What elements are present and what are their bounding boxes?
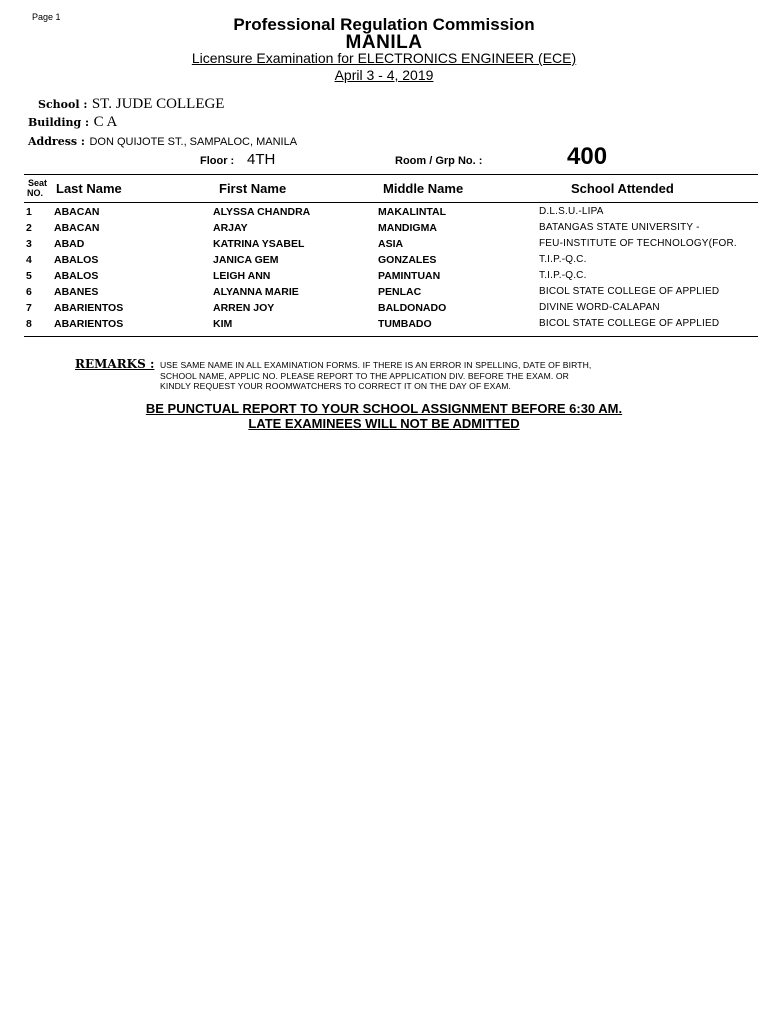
address-label: Address : (28, 135, 85, 148)
middle-name: TUMBADO (378, 318, 432, 330)
middle-name: PAMINTUAN (378, 270, 441, 282)
seat-number: 5 (26, 270, 32, 282)
seat-header (27, 178, 47, 198)
table-row (0, 302, 768, 318)
first-name: KIM (213, 318, 233, 330)
school-attended: BICOL STATE COLLEGE OF APPLIED (539, 286, 720, 297)
first-name: LEIGH ANN (213, 270, 271, 282)
seat-number: 3 (26, 238, 32, 250)
middle-name: BALDONADO (378, 302, 447, 314)
last-name: ABANES (54, 286, 99, 298)
table-row (0, 318, 768, 334)
remarks-text (160, 360, 680, 392)
first-name: ARJAY (213, 222, 248, 234)
first-name: KATRINA YSABEL (213, 238, 305, 250)
seat-number: 8 (26, 318, 32, 330)
punctuality-notice: BE PUNCTUAL REPORT TO YOUR SCHOOL ASSIGNMENT BEFORE 6:30 AM. (145, 401, 623, 416)
seat-number: 6 (26, 286, 32, 298)
school-row (38, 95, 224, 113)
first-name: ALYSSA CHANDRA (213, 206, 311, 218)
first-name-header: First Name (219, 181, 287, 196)
remarks-label: REMARKS : (75, 357, 155, 371)
last-name: ABARIENTOS (54, 318, 124, 330)
first-name: ALYANNA MARIE (213, 286, 299, 298)
table-bottom-rule (24, 336, 758, 337)
last-name-header: Last Name (56, 181, 122, 196)
remarks-line: SCHOOL NAME, APPLIC NO. PLEASE REPORT TO THE APPLICATION DIV. BEFORE THE EXAM. OR (160, 370, 569, 381)
table-row (0, 270, 768, 286)
last-name: ABACAN (54, 206, 100, 218)
last-name: ABALOS (54, 270, 99, 282)
middle-name: ASIA (378, 238, 404, 250)
seat-number: 1 (26, 206, 32, 218)
first-name: ARREN JOY (213, 302, 275, 314)
school-label: School : (38, 98, 88, 111)
school-attended: DIVINE WORD-CALAPAN (539, 302, 660, 313)
school-attended: T.I.P.-Q.C. (539, 270, 587, 281)
school-attended-header: School Attended (571, 181, 674, 196)
last-name: ABALOS (54, 254, 99, 266)
table-row (0, 286, 768, 302)
exam-title: Licensure Examination for ELECTRONICS ENGINEER (ECE) (191, 50, 577, 66)
middle-name: PENLAC (378, 286, 422, 298)
last-name: ABAD (54, 238, 85, 250)
late-notice: LATE EXAMINEES WILL NOT BE ADMITTED (248, 416, 520, 431)
seat-number: 7 (26, 302, 32, 314)
table-top-rule (24, 174, 758, 175)
exam-date: April 3 - 4, 2019 (334, 67, 434, 83)
building-label: Building : (28, 116, 90, 129)
middle-name-header: Middle Name (383, 181, 464, 196)
middle-name: MAKALINTAL (378, 206, 447, 218)
commission-title: Professional Regulation Commission (233, 15, 535, 34)
building-value: C A (93, 114, 118, 130)
middle-name: MANDIGMA (378, 222, 437, 234)
seat-header-top: Seat (28, 178, 48, 188)
first-name: JANICA GEM (213, 254, 279, 266)
table-row (0, 254, 768, 270)
page-number: Page 1 (32, 12, 61, 22)
table-row (0, 206, 768, 222)
seat-number: 4 (26, 254, 32, 266)
table-row (0, 238, 768, 254)
city-title: MANILA (345, 32, 423, 53)
school-attended: BICOL STATE COLLEGE OF APPLIED (539, 318, 720, 329)
address-row (28, 132, 297, 150)
middle-name: GONZALES (378, 254, 437, 266)
address-value: DON QUIJOTE ST., SAMPALOC, MANILA (89, 136, 298, 148)
school-attended: D.L.S.U.-LIPA (539, 206, 604, 217)
last-name: ABARIENTOS (54, 302, 124, 314)
room-number: 400 (567, 143, 608, 170)
last-name: ABACAN (54, 222, 100, 234)
room-label: Room / Grp No. : (395, 155, 483, 167)
remarks-line: USE SAME NAME IN ALL EXAMINATION FORMS. IF THERE IS AN ERROR IN SPELLING, DATE OF BIRTH, (160, 360, 592, 370)
school-value: ST. JUDE COLLEGE (91, 96, 225, 112)
school-attended: T.I.P.-Q.C. (539, 254, 587, 265)
seat-number: 2 (26, 222, 32, 234)
school-attended: FEU-INSTITUTE OF TECHNOLOGY(FOR. (539, 238, 737, 249)
building-row (28, 113, 117, 131)
floor-value: 4TH (247, 151, 276, 168)
remarks-line: KINDLY REQUEST YOUR ROOMWATCHERS TO CORRECT IT ON THE DAY OF EXAM. (160, 381, 512, 391)
seat-header-bottom: NO. (27, 188, 44, 198)
table-row (0, 222, 768, 238)
floor-label: Floor : (200, 155, 235, 167)
table-header-rule (24, 202, 758, 203)
school-attended: BATANGAS STATE UNIVERSITY - (539, 222, 700, 233)
